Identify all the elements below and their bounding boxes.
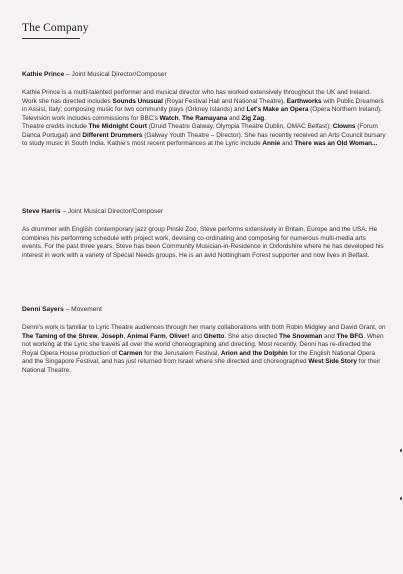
bio-paragraph [22, 89, 387, 115]
work-title: Different Drummers [82, 131, 143, 139]
page-edge-mark [400, 449, 402, 452]
work-title: The Ramayana [182, 114, 228, 122]
work-title: The Midnight Court [88, 123, 148, 130]
text-run: for the English National Opera and the Singapore Festival, and has just returned from Israel where she directed and choreographed [22, 349, 376, 365]
text-run: , [123, 332, 128, 340]
text-run: (Royal Festival Hall and National Theatre), [162, 97, 287, 105]
title-rule [22, 38, 80, 39]
bio-paragraph [22, 324, 387, 375]
text-run: with Public Dreamers in Assisi, Italy; composing music for two community plays (Orkney Islands) and [22, 97, 384, 113]
text-run: , [97, 332, 102, 340]
text-run: Theatre credits include [22, 123, 89, 130]
text-run: . [264, 114, 266, 122]
work-title: West Side Story [308, 358, 357, 365]
text-run: Denni's work is familiar to Lyric Theatre audiences through her many collaborations with both Robin Midgley and David Grant, on [22, 324, 386, 331]
text-run: As drummer with English contemporary jazz group Pinski Zoo, Steve performs extensively in Britain, Europe and the USA. He combines his performing schedule with project work, devising co-ordinating and composing for numerous multi-media arts events. For the past three years, Steve has been Community Musician-in-Residence in Oxfordshire where he has developed his interest in work with a variety of Special Needs groups. He is an avid Nottingham Forest supporter and now lives in Belfast. [22, 226, 384, 259]
bio-paragraph [22, 123, 387, 149]
text-run: . When not working at the Lyric she travels all over the world choreographing and directing. Most recently, Denni has re-directed the Royal Opera House production of [22, 332, 384, 357]
work-title: Oliver! [169, 332, 190, 340]
page-title: The Company [22, 22, 89, 34]
bio-heading [22, 208, 387, 216]
bio-text [22, 89, 387, 149]
work-title: The Snowman [279, 332, 323, 340]
work-title: Joseph [101, 332, 124, 340]
bio-heading [22, 71, 387, 79]
bio-kathie-prince [22, 71, 387, 149]
bio-paragraph [22, 226, 387, 260]
work-title: The Taming of the Shrew [22, 332, 98, 340]
page-edge-mark [400, 497, 402, 500]
work-title: Animal Farm [127, 332, 166, 340]
text-run: (Druid Theatre Galway, Olympia Theatre Dublin, OMAC Belfast); [147, 123, 333, 130]
text-run: (Opera Northern Ireland). [308, 106, 382, 113]
text-run: (Galway Youth Theatre – Director). She has recently received an Arts Council bursary to study music in South India. Kathie's most recent performances at the Lyric include [22, 131, 386, 147]
work-title: Arion and the Dolphin [220, 349, 288, 357]
work-title: Let's Make an Opera [246, 106, 309, 113]
text-run: and [322, 332, 337, 340]
bio-paragraph [22, 115, 387, 124]
bio-role: – Movement [63, 306, 102, 313]
text-run: and [189, 332, 204, 340]
text-run: and [227, 114, 242, 122]
text-run: Kathie Prince is a multi-talented performer and musical director who has worked extensively throughout the UK and Ireland. Work she has directed includes [22, 89, 371, 105]
bio-name: Kathie Prince [22, 71, 65, 78]
text-run: for their National Theatre. [22, 358, 381, 374]
text-run: and [280, 140, 295, 147]
work-title: Watch [159, 114, 179, 122]
bio-role: – Joint Musical Director/Composer [60, 208, 164, 215]
work-title: There was an Old Woman... [294, 140, 378, 147]
bio-text [22, 324, 387, 375]
text-run: (Forum Danca Portugal) and [22, 123, 378, 139]
bio-steve-harris [22, 208, 387, 260]
work-title: Annie [262, 140, 281, 147]
work-title: Clowns [332, 123, 356, 130]
work-title: Carmen [118, 349, 143, 357]
bio-role: – Joint Musical Director/Composer [64, 71, 167, 78]
text-run: , [165, 332, 170, 340]
bio-heading [22, 306, 387, 314]
bio-name: Denni Sayers [22, 306, 64, 313]
work-title: Ghetto [203, 332, 225, 340]
text-run: , [178, 114, 183, 122]
bio-denni-sayers [22, 306, 387, 375]
work-title: Sounds Unusual [112, 97, 163, 105]
text-run: . She also directed [224, 332, 280, 340]
text-run: for the Jerusalem Festival, [142, 349, 221, 357]
bio-text [22, 226, 387, 260]
text-run: Television work includes commissions for BBC's [22, 114, 160, 122]
work-title: The BFG [336, 332, 364, 340]
bio-name: Steve Harris [22, 208, 61, 215]
work-title: Earthworks [286, 97, 322, 105]
work-title: Zig Zag [241, 114, 265, 122]
